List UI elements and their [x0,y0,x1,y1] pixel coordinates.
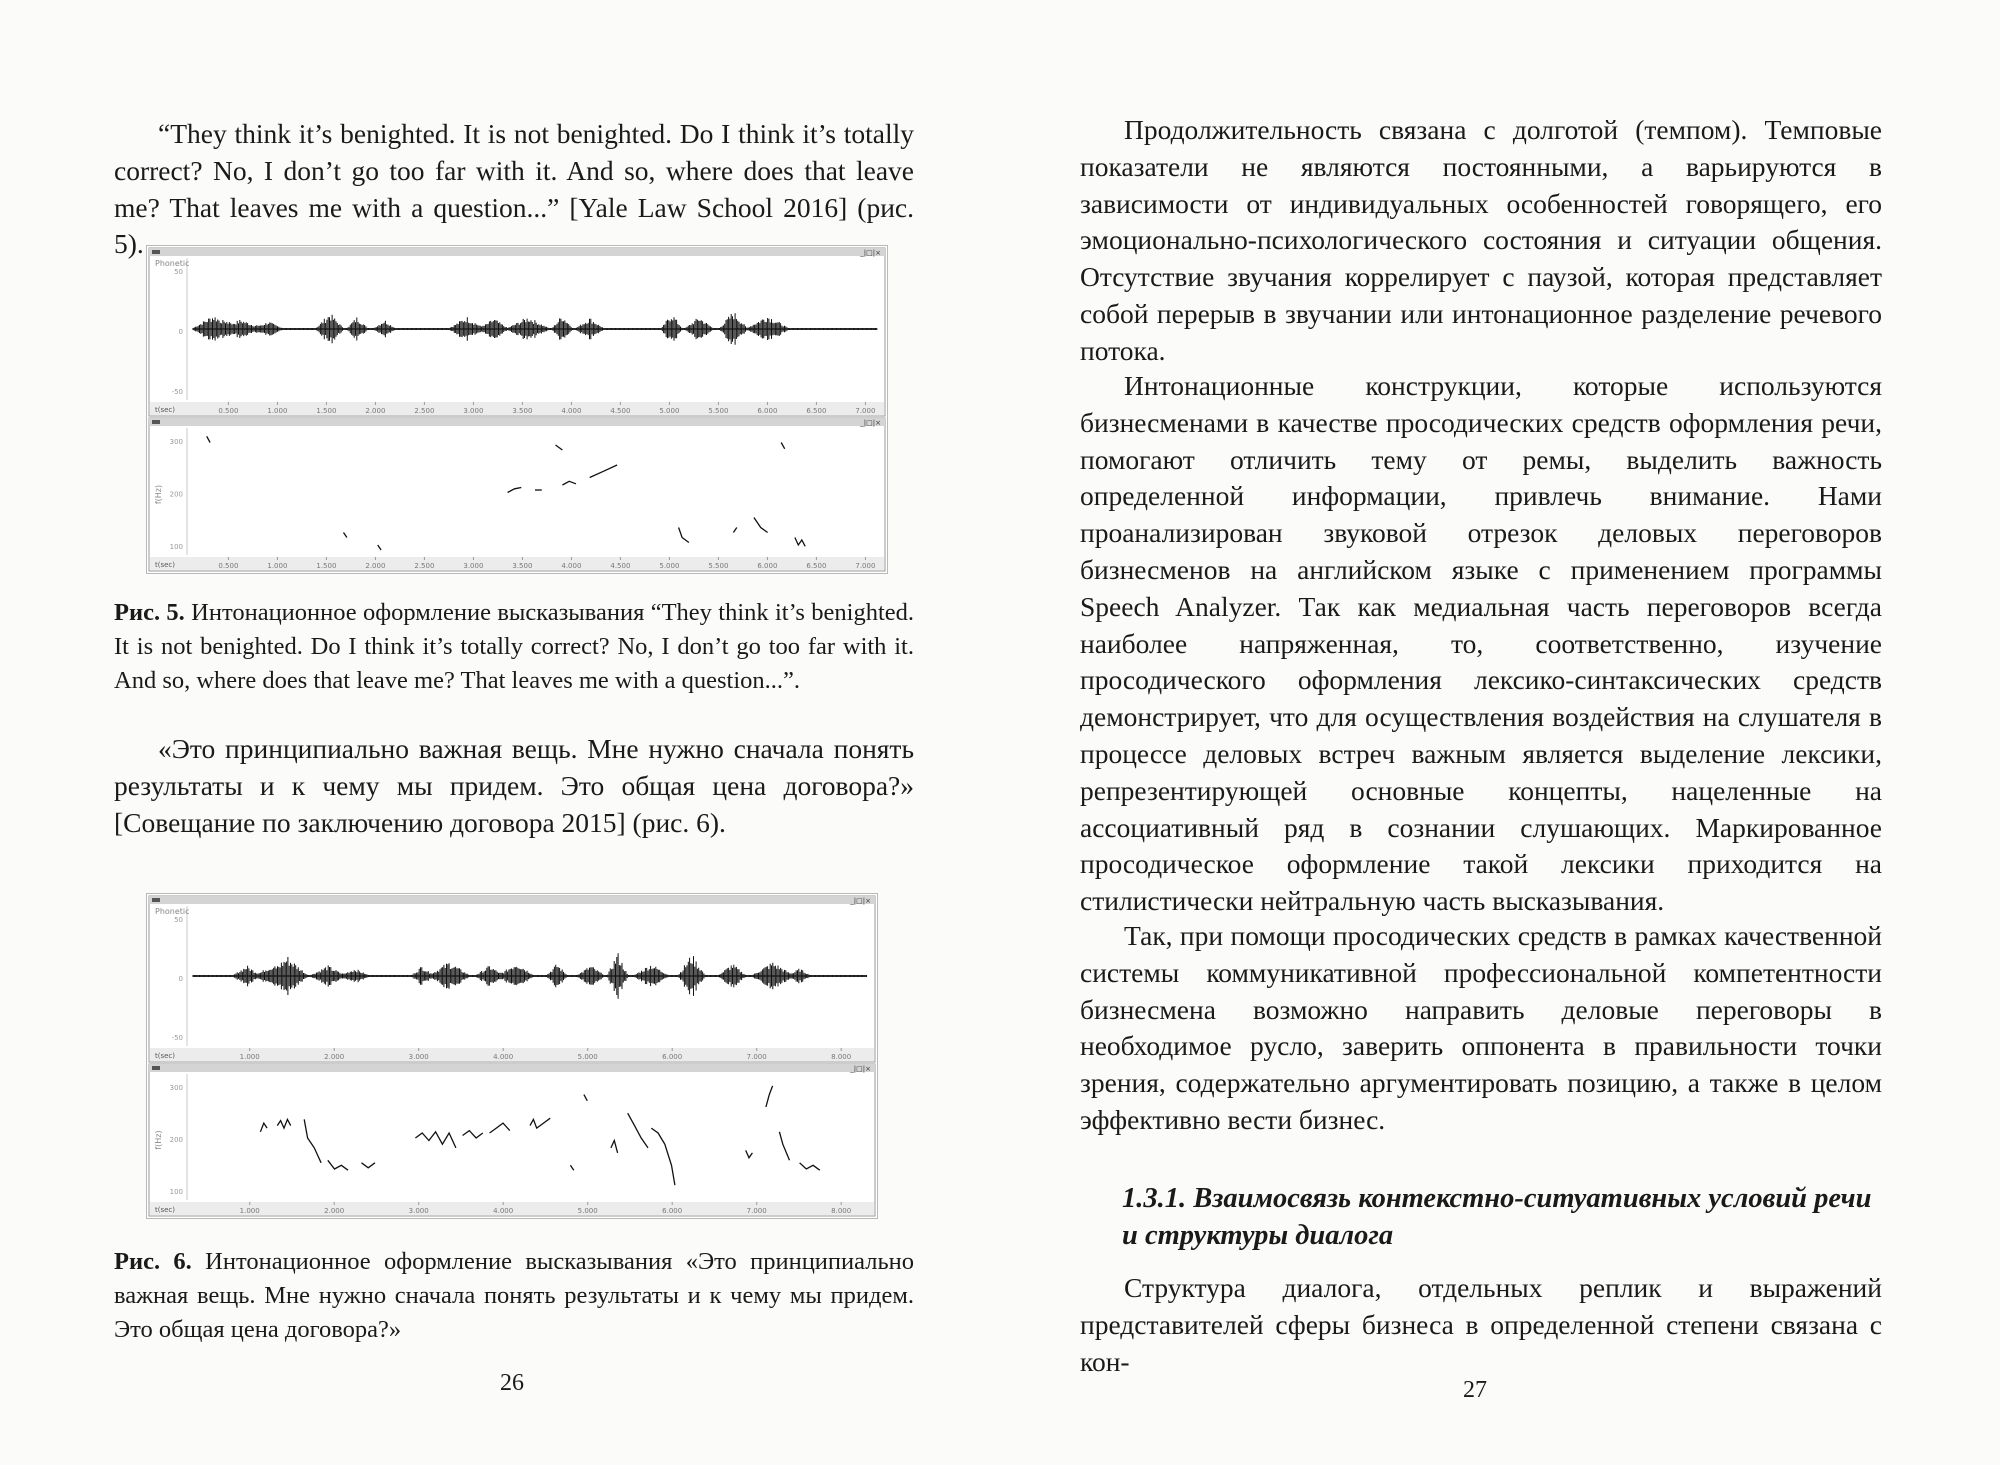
wave-y-tick: -50 [171,388,183,396]
duration-paragraph: Продолжительность связана с долготой (темпом). Темповые показатели не являются постоянными, а варьируются в зависимости от индивидуальных особенностей говорящего, его эмоционально-психологического состояния и ситуации общения. Отсутствие звучания коррелирует с паузой, которая представляет собой перерыв в звучании или интонационное разделение речевого потока. [1080,114,1882,366]
figure-5-caption-label: Рис. 5. [114,599,185,626]
wave-y-tick: 50 [174,268,183,276]
english-quote-paragraph: “They think it’s benighted. It is not benighted. Do I think it’s totally correct? No, I don’t go too far with it. And so, where does that leave me? That leaves me with a question...” [Yale Law School 2016] (рис. 5). [114,118,914,260]
wave-x-tick: 6.500 [806,407,827,415]
left-page-number: 26 [500,1370,524,1396]
wave-y-tick: -50 [171,1034,183,1042]
wave-y-tick: 50 [174,916,183,924]
wave-title-icon [152,250,160,254]
pitch-y-tick: 200 [169,1136,183,1144]
pitch-x-tick: 7.000 [746,1207,767,1215]
pitch-x-tick: 3.000 [408,1207,429,1215]
wave-x-tick: 3.000 [408,1053,429,1061]
pitch-y-tick: 100 [169,543,183,551]
wave-x-tick: 1.500 [316,407,337,415]
wave-x-tick: 1.000 [267,407,288,415]
pitch-x-tick: 5.500 [708,562,729,570]
pitch-x-tick: 7.000 [855,562,876,570]
pitch-y-label: f(Hz) [154,484,163,505]
wave-y-tick: 0 [178,328,183,336]
pitch-panel [149,418,885,571]
pitch-x-tick: 8.000 [831,1207,852,1215]
wave-x-tick: 2.000 [365,407,386,415]
wave-x-tick: 7.000 [855,407,876,415]
pitch-time-label: t(sec) [155,1206,176,1214]
pitch-x-tick: 0.500 [218,562,239,570]
right-page-number: 27 [1463,1377,1487,1403]
wave-x-tick: 2.500 [414,407,435,415]
figure-5-screenshot [147,246,887,573]
wave-time-label: t(sec) [155,406,176,414]
wave-x-tick: 8.000 [831,1053,852,1061]
pitch-x-tick: 6.000 [757,562,778,570]
pitch-y-tick: 200 [169,490,183,499]
wave-x-tick: 6.000 [662,1053,683,1061]
wave-window-controls: _|□|× [850,897,871,905]
pitch-x-tick: 3.000 [463,562,484,570]
figure-5-caption-text: Интонационное оформление высказывания “They think it’s benighted. It is not benighted. Do I think it’s totally correct? No, I don’t go too far with it. And so, where does that leave me? That leaves me with a question...”. [114,599,914,694]
pitch-y-tick: 300 [169,438,183,446]
wave-x-tick: 0.500 [218,407,239,415]
wave-window-controls: _|□|× [860,249,881,257]
pitch-x-tick: 1.500 [316,562,337,570]
pitch-window-controls: _|□|× [850,1065,871,1073]
pitch-x-tick: 2.000 [324,1207,345,1215]
wave-x-tick: 2.000 [324,1053,345,1061]
pitch-x-tick: 3.500 [512,562,533,570]
figure-5-speech-analyzer [146,245,888,574]
pitch-y-tick: 100 [169,1188,183,1196]
right-page [1000,0,2000,1465]
wave-y-tick: 0 [178,975,183,983]
wave-x-tick: 5.000 [577,1053,598,1061]
pitch-x-tick: 5.000 [659,562,680,570]
pitch-x-tick: 5.000 [577,1207,598,1215]
figure-6-caption-label: Рис. 6. [114,1248,192,1275]
pitch-x-tick: 1.000 [239,1207,260,1215]
pitch-x-tick: 4.000 [493,1207,514,1215]
prosodic-means-paragraph: Так, при помощи просодических средств в рамках качественной системы коммуникативной профессиональной компетентности бизнесмена возможно направить деловые переговоры в необходимое русло, заверить оппонента в правильности точки зрения, содержательно аргументировать позицию, а также в целом эффективно вести бизнес. [1080,920,1882,1135]
pitch-x-tick: 2.000 [365,562,386,570]
wave-x-tick: 4.000 [561,407,582,415]
figure-6-caption-text: Интонационное оформление высказывания «Это принципиально важная вещь. Мне нужно сначала понять результаты и к чему мы придем. Это общая цена договора?» [114,1248,914,1343]
pitch-y-tick: 300 [169,1084,183,1092]
wave-x-tick: 3.000 [463,407,484,415]
wave-x-tick: 1.000 [239,1053,260,1061]
pitch-x-tick: 4.500 [610,562,631,570]
russian-quote-paragraph: «Это принципиально важная вещь. Мне нужно сначала понять результаты и к чему мы придем. Это общая цена договора?» [Совещание по заключению договора 2015] (рис. 6). [114,733,914,838]
section-heading: 1.3.1. Взаимосвязь контекстно-ситуативных условий речи и структуры диалога [1122,1183,1872,1251]
pitch-time-label: t(sec) [155,561,176,569]
wave-title-icon [152,898,160,902]
wave-title-label: Phonetic [155,259,190,268]
wave-x-tick: 4.000 [493,1053,514,1061]
pitch-panel [149,1064,875,1216]
pitch-title-icon [152,420,160,424]
pitch-x-tick: 2.500 [414,562,435,570]
wave-x-tick: 5.000 [659,407,680,415]
pitch-x-tick: 1.000 [267,562,288,570]
wave-time-label: t(sec) [155,1052,176,1060]
wave-x-tick: 3.500 [512,407,533,415]
figure-6-caption [114,1245,914,1347]
wave-title-label: Phonetic [155,907,190,916]
figure-6-speech-analyzer [146,893,878,1219]
pitch-titlebar [149,1064,875,1072]
wave-x-tick: 5.500 [708,407,729,415]
pitch-x-tick: 4.000 [561,562,582,570]
pitch-x-tick: 6.500 [806,562,827,570]
wave-titlebar [149,896,875,904]
wave-titlebar [149,248,885,256]
wave-x-tick: 6.000 [757,407,778,415]
pitch-title-icon [152,1066,160,1070]
dialogue-structure-paragraph: Структура диалога, отдельных реплик и выражений представителей сферы бизнеса в определенной степени связана с кон- [1080,1272,1882,1377]
figure-5-caption [114,596,914,698]
pitch-window-controls: _|□|× [860,419,881,427]
pitch-titlebar [149,418,885,426]
pitch-x-tick: 6.000 [662,1207,683,1215]
pitch-y-label: f(Hz) [154,1130,163,1150]
figure-6-screenshot [147,894,877,1218]
wave-x-tick: 4.500 [610,407,631,415]
intonation-constructions-paragraph: Интонационные конструкции, которые используются бизнесменами в качестве просодических средств оформления речи, помогают отличить тему от ремы, выделить важность определенной информации, привлечь внимание. Нами проанализирован звуковой отрезок деловых переговоров бизнесменов на английском языке с применением программы Speech Analyzer. Так как медиальная часть переговоров всегда наиболее напряженная, то, соответственно, изучение просодического оформления лексико-синтаксических средств демонстрирует, что для осуществления воздействия на слушателя в процессе деловых встреч важным является выделение лексики, репрезентирующей основные концепты, нацеленные на ассоциативный ряд в сознании слушающих. Маркированное просодическое оформление такой лексики приходится на стилистически нейтральную часть высказывания. [1080,370,1882,917]
wave-x-tick: 7.000 [746,1053,767,1061]
